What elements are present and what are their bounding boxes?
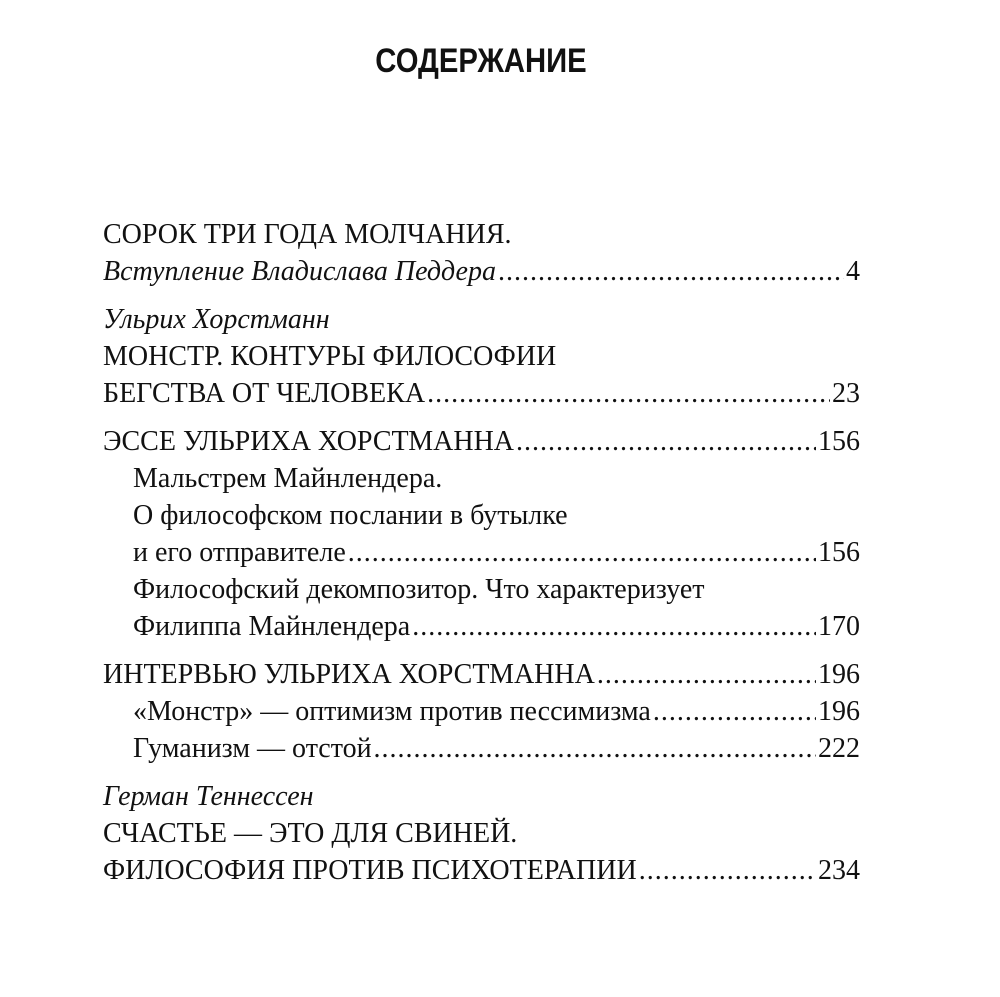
toc-entry-title: Гуманизм — отстой <box>133 733 372 764</box>
dot-leader <box>412 608 816 645</box>
toc-entry-title: «Монстр» — оптимизм против пессимизма <box>133 696 651 727</box>
toc-entry[interactable] <box>103 375 860 412</box>
toc-entry-title: ИНТЕРВЬЮ УЛЬРИХА ХОРСТМАННА <box>103 659 595 690</box>
toc-subentry-line: Мальстрем Майнлендера. <box>133 463 443 494</box>
toc-page-number: 234 <box>818 855 860 886</box>
dot-leader <box>427 375 830 412</box>
toc-entry-title: БЕГСТВА ОТ ЧЕЛОВЕКА <box>103 378 426 409</box>
toc-subentry[interactable] <box>103 608 860 645</box>
toc-entry-title: Филиппа Майнлендера <box>133 611 411 642</box>
dot-leader <box>374 730 816 767</box>
toc-section-1 <box>103 216 860 290</box>
toc-entry-title: ФИЛОСОФИЯ ПРОТИВ ПСИХОТЕРАПИИ <box>103 855 637 886</box>
toc-subentry-line: Философский декомпозитор. Что характеризует <box>133 574 705 605</box>
toc-heading: МОНСТР. КОНТУРЫ ФИЛОСОФИИ <box>103 341 557 372</box>
toc-entry-title: и его отправителе <box>133 537 346 568</box>
toc-section-4 <box>103 656 860 767</box>
toc-section-5 <box>103 778 860 889</box>
dot-leader <box>597 656 816 693</box>
dot-leader <box>348 534 816 571</box>
toc-section-3 <box>103 423 860 645</box>
toc-page-number: 222 <box>818 733 860 764</box>
toc-entry[interactable] <box>103 852 860 889</box>
toc-author: Герман Теннессен <box>103 781 314 812</box>
dot-leader <box>653 693 816 730</box>
toc-subentry[interactable] <box>103 730 860 767</box>
toc-author: Ульрих Хорстманн <box>103 304 330 335</box>
toc-entry[interactable] <box>103 656 860 693</box>
toc-entry[interactable] <box>103 253 860 290</box>
toc-page-number: 170 <box>818 611 860 642</box>
toc-entry-title: Вступление Владислава Педдера <box>103 256 496 287</box>
toc-subentry-line: О философском послании в бутылке <box>133 500 568 531</box>
dot-leader <box>639 852 816 889</box>
page-title: СОДЕРЖАНИЕ <box>375 42 587 80</box>
dot-leader <box>498 253 844 290</box>
toc-subentry[interactable] <box>103 534 860 571</box>
toc-page-number: 196 <box>818 659 860 690</box>
toc-page-number: 196 <box>818 696 860 727</box>
dot-leader <box>516 423 816 460</box>
toc-heading: СОРОК ТРИ ГОДА МОЛЧАНИЯ. <box>103 219 512 250</box>
toc-entry[interactable] <box>103 423 860 460</box>
toc-page-number: 4 <box>846 256 860 287</box>
toc-heading: СЧАСТЬЕ — ЭТО ДЛЯ СВИНЕЙ. <box>103 818 518 849</box>
toc-page-number: 156 <box>818 537 860 568</box>
toc-page-number: 23 <box>832 378 860 409</box>
table-of-contents <box>103 216 860 889</box>
toc-page-number: 156 <box>818 426 860 457</box>
toc-subentry[interactable] <box>103 693 860 730</box>
toc-section-2 <box>103 301 860 412</box>
toc-entry-title: ЭССЕ УЛЬРИХА ХОРСТМАННА <box>103 426 515 457</box>
